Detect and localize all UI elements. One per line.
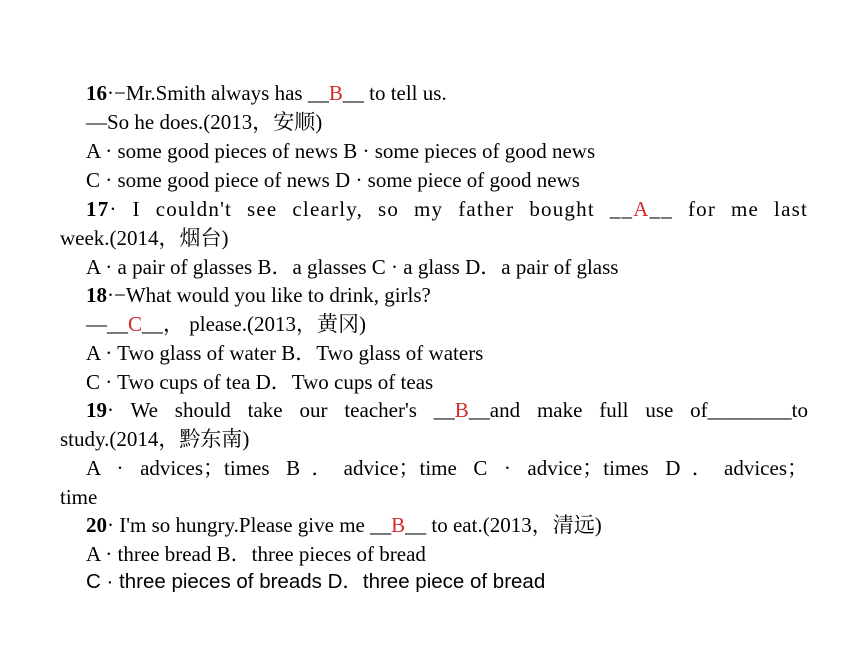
q17-number: 17	[86, 197, 110, 221]
q16-reply: —So he does.(2013，安顺)	[86, 110, 323, 134]
q16-answer: B	[328, 81, 343, 105]
q18-number: 18	[86, 283, 107, 307]
q20-text-post: __ to eat.(2013，清远)	[405, 513, 602, 537]
q19-stem-continued: study.(2014，黔东南)	[60, 427, 250, 451]
q20-options-ab: A · three bread B．three pieces of bread	[86, 542, 426, 566]
q19-stem	[86, 397, 808, 423]
q18-reply-pre: —__	[86, 312, 128, 336]
q20-text-pre: · I'm so hungry.Please give me __	[107, 513, 392, 537]
q18-reply	[86, 311, 366, 337]
q19-number: 19	[86, 398, 107, 422]
q16-number: 16	[86, 81, 107, 105]
q20-options-cd: C · three pieces of breads D．three piece of bread	[86, 570, 546, 593]
q17-text-post: __ for me last	[649, 197, 808, 221]
q16-text-post: __ to tell us.	[342, 81, 447, 105]
q18-options-cd: C · Two cups of tea D．Two cups of teas	[86, 370, 434, 394]
q20-stem	[86, 512, 602, 538]
q20-answer: B	[391, 513, 406, 537]
q19-options: A · advices；times B．advice；time C · advice；times D．advices；	[86, 456, 808, 480]
q18-answer: C	[128, 312, 143, 336]
q20-number: 20	[86, 513, 107, 537]
q17-stem	[86, 196, 808, 222]
q17-text-pre: · I couldn't see clearly, so my father bought __	[109, 197, 634, 221]
q16-options-cd: C · some good piece of news D · some piece of good news	[86, 168, 580, 192]
q16-stem	[86, 80, 447, 106]
q19-answer: B	[454, 398, 469, 422]
q16-options-ab: A · some good pieces of news B · some pieces of good news	[86, 139, 596, 163]
q17-options: A · a pair of glasses B．a glasses C · a glass D．a pair of glass	[86, 255, 619, 279]
q19-text-pre: · We should take our teacher's __	[107, 398, 455, 422]
q18-stem	[86, 282, 431, 308]
q18-reply-post: __， please.(2013，黄冈)	[142, 312, 366, 336]
q19-text-post: __and make full use of________to	[468, 398, 808, 422]
q17-answer: A	[633, 197, 650, 221]
q18-text: ·−What would you like to drink, girls?	[107, 283, 431, 307]
q16-text-pre: ·−Mr.Smith always has __	[107, 81, 329, 105]
q19-options-continued: time	[60, 485, 98, 509]
q18-options-ab: A · Two glass of water B．Two glass of waters	[86, 341, 484, 365]
q17-stem-continued: week.(2014，烟台)	[60, 226, 229, 250]
